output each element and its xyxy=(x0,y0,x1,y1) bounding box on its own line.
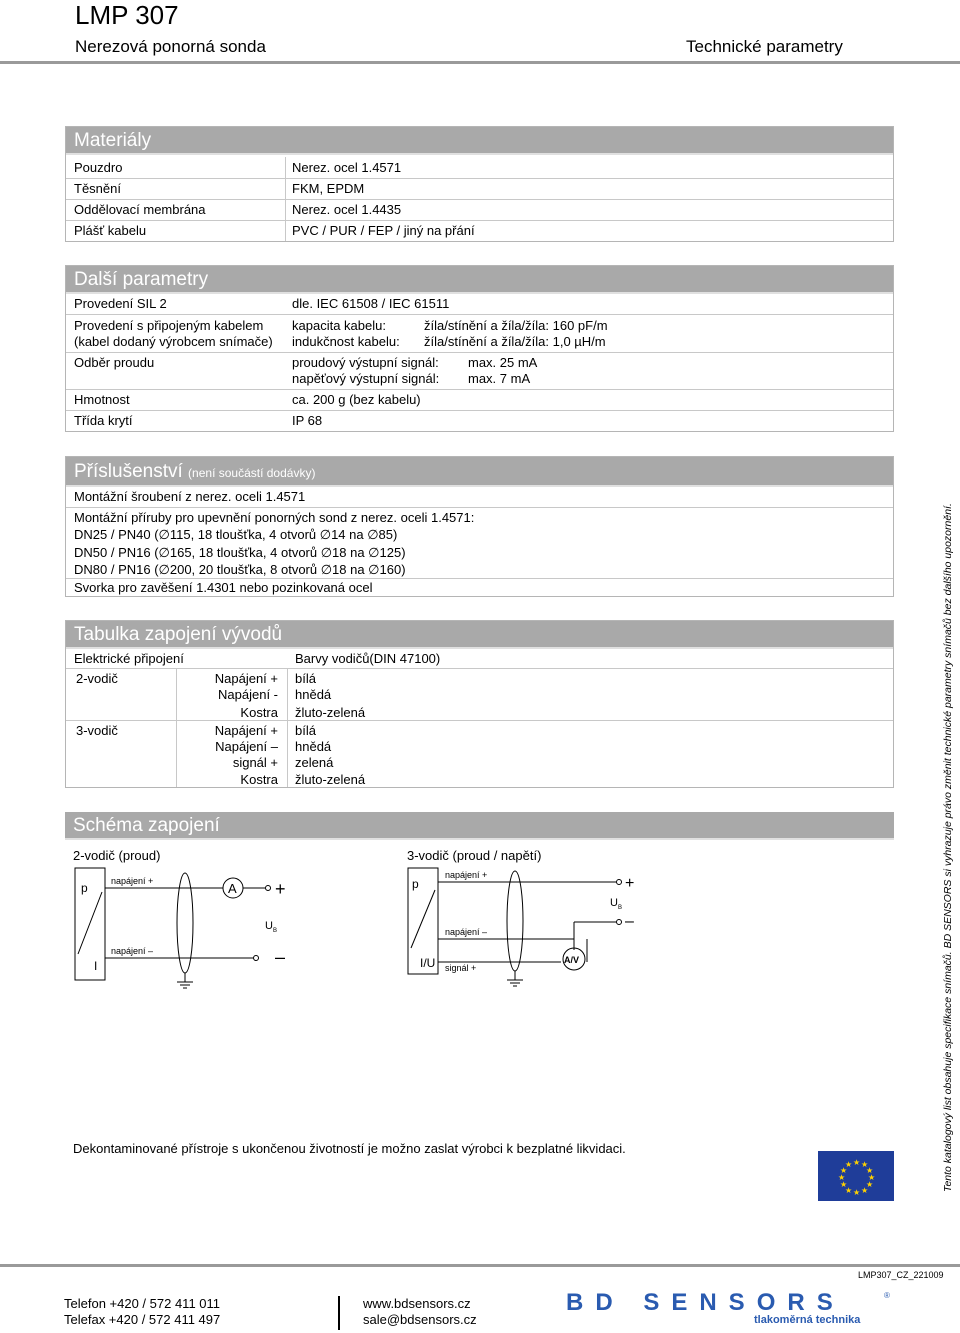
material-label: Těsnění xyxy=(74,181,121,196)
ub-subscript: B xyxy=(618,905,623,911)
terminal-icon xyxy=(617,920,622,925)
svg-text:★: ★ xyxy=(845,1186,853,1195)
product-subtitle: Nerezová ponorná sonda xyxy=(75,37,266,56)
wiring-pin: Napájení – xyxy=(215,739,278,754)
header-divider xyxy=(0,61,960,64)
bd-sensors-logo xyxy=(566,1291,902,1327)
accessories-title: Příslušenství xyxy=(74,461,183,482)
plus-terminal-label: + xyxy=(625,875,635,892)
material-value: Nerez. ocel 1.4435 xyxy=(292,202,402,217)
wiring-pin: Napájení + xyxy=(214,723,278,738)
ub-subscript: B xyxy=(273,928,278,934)
section-heading: Další parametry xyxy=(66,266,893,294)
voltage-output-label: napěťový výstupní signál: xyxy=(292,371,440,386)
wiring-pin: Kostra xyxy=(240,772,278,787)
ip-label: Třída krytí xyxy=(74,413,133,428)
supply-minus-label: napájení – xyxy=(111,946,154,956)
fax: Telefax +420 / 572 411 497 xyxy=(64,1312,221,1327)
section-label: Technické parametry xyxy=(686,37,843,56)
supply-plus-label: napájení + xyxy=(445,870,488,880)
section-heading: Schéma zapojení xyxy=(65,812,894,840)
minus-terminal-label: – xyxy=(625,913,634,930)
wiring-color: žluto-zelená xyxy=(295,705,366,720)
ub-label: U xyxy=(610,897,618,909)
svg-text:★: ★ xyxy=(853,1188,861,1197)
schema-left-title: 2-vodič (proud) xyxy=(73,848,161,863)
wiring-col-header: Elektrické připojení xyxy=(74,651,184,666)
terminal-icon xyxy=(254,956,259,961)
ammeter-label: A xyxy=(228,881,237,896)
inductance-label: indukčnost kabelu: xyxy=(292,334,400,349)
website-link[interactable]: www.bdsensors.cz xyxy=(363,1296,471,1311)
section-heading: Materiály xyxy=(66,127,893,155)
document-code: LMP307_CZ_221009 xyxy=(858,1270,944,1280)
two-wire-label: 2-vodič xyxy=(76,671,118,686)
section-heading xyxy=(66,457,893,487)
decontamination-note: Dekontaminované přístroje s ukončenou životností je možno zaslat výrobci k bezplatné likvidaci. xyxy=(73,1141,626,1156)
material-value: FKM, EPDM xyxy=(292,181,365,196)
other-parameters-section xyxy=(65,265,894,432)
weight-value: ca. 200 g (bez kabelu) xyxy=(292,392,421,407)
current-output-label: proudový výstupní signál: xyxy=(292,355,439,370)
svg-text:★: ★ xyxy=(868,1173,876,1182)
current-output-value: max. 25 mA xyxy=(468,355,538,370)
cable-shield xyxy=(507,871,523,971)
footer-separator xyxy=(338,1296,340,1330)
eu-flag-icon xyxy=(818,1151,894,1201)
current-label: Odběr proudu xyxy=(74,355,155,370)
product-title: LMP 307 xyxy=(75,0,179,30)
svg-text:★: ★ xyxy=(838,1173,846,1182)
schema-section-header xyxy=(65,812,894,840)
sil-value: dle. IEC 61508 / IEC 61511 xyxy=(292,296,450,311)
wiring-pin: Napájení + xyxy=(214,671,278,686)
output-symbol: I/U xyxy=(420,956,436,970)
accessories-note: (není součástí dodávky) xyxy=(188,466,316,480)
terminal-icon xyxy=(266,886,271,891)
wiring-color: zelená xyxy=(295,755,334,770)
accessory-item: Montážní příruby pro upevnění ponorných sond z nerez. oceli 1.4571: xyxy=(74,510,475,525)
material-label: Oddělovací membrána xyxy=(74,202,206,217)
supply-plus-label: napájení + xyxy=(111,876,154,886)
side-disclaimer: Tento katalogový list obsahuje specifikace snímačů. BD SENSORS si vyhrazuje právo změnit technické parametry snímačů bez dalšího upozornění. xyxy=(942,503,954,1192)
signal-plus-label: signál + xyxy=(445,963,477,973)
accessory-item: Montážní šroubení z nerez. oceli 1.4571 xyxy=(74,489,306,504)
inductance-value: žíla/stínění a žíla/žíla: 1,0 µH/m xyxy=(424,334,606,349)
ub-label: U xyxy=(265,920,273,932)
accessory-item: DN50 / PN16 (∅165, 18 tloušťka, 4 otvorů ∅18 na ∅125) xyxy=(74,545,406,560)
logo-text: BD SENSORS xyxy=(566,1289,845,1316)
pressure-label: p xyxy=(81,881,88,895)
current-symbol: I xyxy=(94,959,98,973)
svg-text:★: ★ xyxy=(866,1166,874,1175)
wiring-col-header: Barvy vodičů(DIN 47100) xyxy=(295,651,441,666)
accessory-item: Svorka pro zavěšení 1.4301 nebo pozinkovaná ocel xyxy=(74,580,373,595)
capacity-label: kapacita kabelu: xyxy=(292,318,386,333)
sil-label: Provedení SIL 2 xyxy=(74,296,167,311)
wiring-pin: signál + xyxy=(232,755,278,770)
logo-registered: ® xyxy=(884,1291,890,1300)
email-link[interactable]: sale@bdsensors.cz xyxy=(363,1312,477,1327)
svg-text:★: ★ xyxy=(840,1180,848,1189)
capacity-value: žíla/stínění a žíla/žíla: 160 pF/m xyxy=(424,318,608,333)
terminal-icon xyxy=(617,880,622,885)
accessories-section xyxy=(65,456,894,597)
cable-label-note: (kabel dodaný výrobcem snímače) xyxy=(74,334,273,349)
three-wire-diagram xyxy=(400,862,660,992)
pressure-label: p xyxy=(412,877,419,891)
wiring-color: bílá xyxy=(295,671,316,686)
accessory-item: DN80 / PN16 (∅200, 20 tloušťka, 8 otvorů ∅18 na ∅160) xyxy=(74,562,406,577)
material-label: Plášť kabelu xyxy=(74,223,147,238)
av-meter-label: A/V xyxy=(564,955,580,965)
svg-text:★: ★ xyxy=(861,1160,869,1169)
material-value: Nerez. ocel 1.4571 xyxy=(292,160,402,175)
supply-minus-label: napájení – xyxy=(445,927,488,937)
accessory-item: DN25 / PN40 (∅115, 18 tloušťka, 4 otvorů ∅14 na ∅85) xyxy=(74,527,398,542)
cable-label: Provedení s připojeným kabelem xyxy=(74,318,264,333)
wiring-color: hnědá xyxy=(295,739,332,754)
material-value: PVC / PUR / FEP / jiný na přání xyxy=(292,223,475,238)
wiring-color: hnědá xyxy=(295,687,332,702)
voltage-output-value: max. 7 mA xyxy=(468,371,531,386)
footer-divider xyxy=(0,1264,960,1267)
materials-section xyxy=(65,126,894,242)
wiring-color: bílá xyxy=(295,723,316,738)
svg-text:★: ★ xyxy=(840,1166,848,1175)
wiring-section xyxy=(65,620,894,788)
phone: Telefon +420 / 572 411 011 xyxy=(64,1296,221,1311)
ip-value: IP 68 xyxy=(292,413,323,428)
section-heading: Tabulka zapojení vývodů xyxy=(66,621,893,649)
two-wire-diagram xyxy=(65,862,325,992)
logo-tagline: tlakoměrná technika xyxy=(754,1314,861,1326)
svg-text:★: ★ xyxy=(861,1186,869,1195)
wiring-pin: Napájení - xyxy=(218,687,278,702)
material-label: Pouzdro xyxy=(74,160,123,175)
schema-right-title: 3-vodič (proud / napětí) xyxy=(407,848,542,863)
svg-text:★: ★ xyxy=(853,1158,861,1167)
weight-label: Hmotnost xyxy=(74,392,130,407)
wiring-color: žluto-zelená xyxy=(295,772,366,787)
plus-terminal-label: + xyxy=(275,879,286,899)
minus-terminal-label: – xyxy=(275,947,286,967)
three-wire-label: 3-vodič xyxy=(76,723,118,738)
wiring-pin: Kostra xyxy=(240,705,278,720)
svg-text:★: ★ xyxy=(866,1180,874,1189)
svg-text:★: ★ xyxy=(845,1160,853,1169)
